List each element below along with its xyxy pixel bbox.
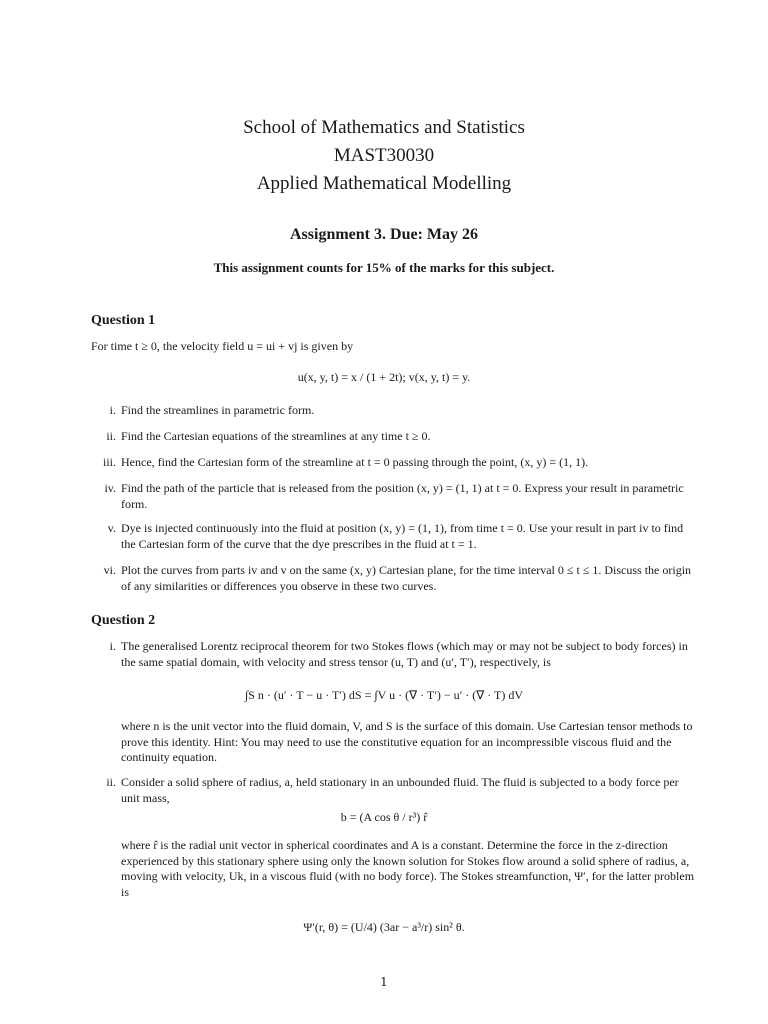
item-number: i. xyxy=(109,639,116,653)
item-text: Find the path of the particle that is released from the position (x, y) = (1, 1) at t = 0. Express your result in parametric form. xyxy=(121,481,684,511)
item-number: vi. xyxy=(103,563,116,577)
item-text: Plot the curves from parts iv and v on the same (x, y) Cartesian plane, for the time interval 0 ≤ t ≤ 1. Discuss the origin of any similarities or differences you observe in these two curves. xyxy=(121,563,692,593)
q1-intro: For time t ≥ 0, the velocity field u = ui + vj is given by xyxy=(91,339,354,353)
assignment-title: Assignment 3. Due: May 26 xyxy=(290,226,478,243)
q2-equation-text: b = (A cos θ / r³) r̂ xyxy=(340,810,428,824)
subject-code: MAST30030 xyxy=(333,145,435,166)
q1-equation xyxy=(0,370,768,385)
item-number: iv. xyxy=(104,481,116,495)
item-text: where n is the unit vector into the fluid domain, V, and S is the surface of this domain. Use Cartesian tensor methods to prove this identity. Hint: You may need to use the constitutive equation for an incompressible viscous fluid and the continuity equation. xyxy=(121,719,693,764)
item-text: where r̂ is the radial unit vector in spherical coordinates and A is a constant. Determine the force in the z-direction experienced by this stationary sphere using only the known solution for Stokes flow around a solid sphere of radius, a, moving with velocity, Uk, in a viscous fluid (with no body force). The Stokes streamfunction, Ψ′, for the latter problem is xyxy=(121,838,695,899)
item-text: Hence, find the Cartesian form of the streamline at t = 0 passing through the point, (x, y) = (1, 1). xyxy=(121,455,589,469)
item-number: ii. xyxy=(106,775,116,789)
item-text: The generalised Lorentz reciprocal theorem for two Stokes flows (which may or may not be subject to body forces) in the same spatial domain, with velocity and stress tensor (u, T) and (u′, T′), respectively, is xyxy=(121,639,688,669)
page-number: 1 xyxy=(380,975,388,989)
assignment-note: This assignment counts for 15% of the marks for this subject. xyxy=(213,260,555,275)
q2-equation-text: ∫S n · (u′ · T − u · T′) dS = ∫V u · (∇ · T′) − u′ · (∇ · T) dV xyxy=(244,688,524,702)
item-number: ii. xyxy=(106,429,116,443)
school-name: School of Mathematics and Statistics xyxy=(243,117,525,138)
item-text: Find the streamlines in parametric form. xyxy=(121,403,315,417)
q1-equation-text: u(x, y, t) = x / (1 + 2t); v(x, y, t) = y. xyxy=(297,370,471,384)
question-2-heading: Question 2 xyxy=(91,613,156,628)
q2-body-force-equation xyxy=(0,810,768,825)
item-number: v. xyxy=(107,521,116,535)
subject-title: Applied Mathematical Modelling xyxy=(256,173,512,194)
item-text: Find the Cartesian equations of the streamlines at any time t ≥ 0. xyxy=(121,429,431,443)
item-number: iii. xyxy=(102,455,116,469)
question-1-heading: Question 1 xyxy=(91,313,156,328)
q2-equation-text: Ψ′(r, θ) = (U/4) (3ar − a³/r) sin² θ. xyxy=(303,920,465,934)
q2-streamfunction-equation xyxy=(0,920,768,935)
q2-reciprocal-equation xyxy=(0,688,768,703)
document-header xyxy=(0,114,768,198)
item-text: Consider a solid sphere of radius, a, held stationary in an unbounded fluid. The fluid is subjected to a body force per unit mass, xyxy=(121,775,679,805)
item-number: i. xyxy=(109,403,116,417)
item-text: Dye is injected continuously into the fluid at position (x, y) = (1, 1), from time t = 0. Use your result in part iv to find the Cartesian form of the curve that the dye prescribes in the fluid at t = 1. xyxy=(121,521,684,551)
